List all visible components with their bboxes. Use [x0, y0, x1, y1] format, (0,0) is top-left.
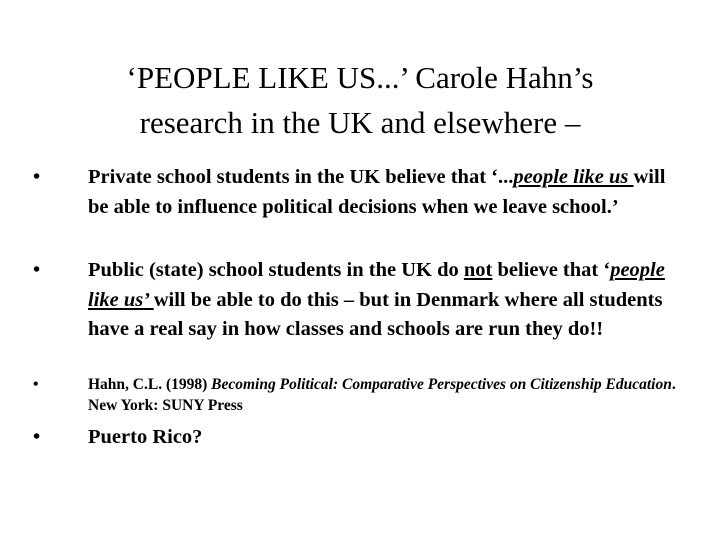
bullet-item-citation [0, 374, 690, 416]
bullet-text: Puerto Rico? [88, 426, 203, 448]
bullet-not-underlined: not [463, 259, 493, 281]
bullet-text-part: believe that ‘ [492, 259, 611, 281]
bullet-item-puerto-rico [0, 423, 690, 453]
bullet-icon: • [33, 426, 41, 448]
slide-title [60, 55, 660, 145]
bullet-emphasis: people like us’ [88, 259, 665, 311]
citation-text [88, 374, 690, 416]
bullet-icon: • [33, 166, 41, 188]
bullet-text [88, 163, 690, 222]
bullet-text-part: Private school students in the UK believe that ‘... [88, 166, 514, 188]
bullet-icon: • [33, 376, 39, 393]
citation-book-title: Becoming Political: Comparative Perspectives on Citizenship Education [211, 376, 672, 393]
bullet-icon: • [33, 259, 41, 281]
bullet-text-part: will be able to influence political decisions when we leave school.’ [88, 166, 666, 218]
bullet-item-private-school [0, 163, 690, 222]
bullet-item-public-school [0, 256, 690, 345]
citation-publisher: . New York: SUNY Press [88, 376, 676, 414]
bullet-emphasis: people like us [513, 166, 634, 188]
citation-author: Hahn, C.L. (1998) [88, 376, 212, 393]
bullet-text-part: will be able to do this – but in Denmark where all students have a real say in how classes and schools are run they do!! [88, 288, 663, 340]
bullet-text [88, 256, 690, 345]
slide-title-line-1: ‘PEOPLE LIKE US...’ Carole Hahn’s [126, 59, 594, 95]
slide-title-line-2: research in the UK and elsewhere – [139, 104, 581, 140]
bullet-text-part: Public (state) school students in the UK do [88, 259, 464, 281]
